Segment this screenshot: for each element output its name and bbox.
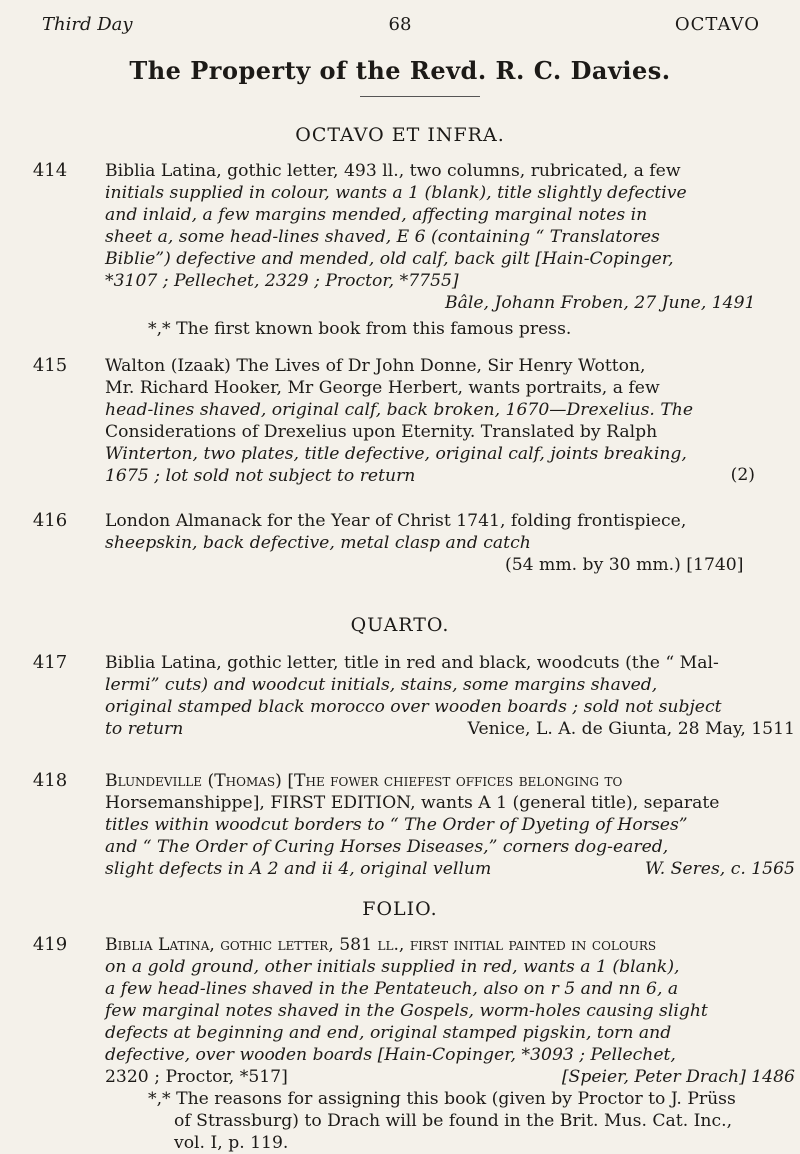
lot-line (105, 1066, 795, 1088)
lot-description (105, 770, 795, 880)
lot-number: 417 (32, 652, 68, 673)
lot-line: defects at beginning and end, original stamped pigskin, torn and (105, 1023, 672, 1043)
lot-line-text: slight defects in A 2 and ii 4, original vellum (105, 859, 492, 879)
divider-rule (360, 96, 480, 97)
owner-line: The Property of the Revd. R. C. Davies. (129, 56, 671, 85)
lot-line: Winterton, two plates, title defective, original calf, joints breaking, (105, 444, 687, 464)
lot-line: Walton (Izaak) The Lives of Dr John Donne, Sir Henry Wotton, (105, 356, 646, 376)
lot-imprint: [Speier, Peter Drach] 1486 (561, 1067, 795, 1087)
page-number: 68 (388, 14, 412, 35)
lot-line: sheepskin, back defective, metal clasp and catch (105, 533, 531, 553)
note-line: vol. I, p. 119. (174, 1133, 289, 1153)
lot-line-text: 2320 ; Proctor, *517] (105, 1067, 288, 1087)
note-line: of Strassburg) to Drach will be found in the Brit. Mus. Cat. Inc., (174, 1111, 733, 1131)
lot-imprint: W. Seres, c. 1565 (645, 859, 795, 879)
running-head-format: OCTAVO (674, 14, 760, 35)
section-heading-folio: FOLIO. (362, 898, 438, 920)
lot-description (105, 652, 795, 740)
lot-description (105, 510, 795, 576)
lot-note (148, 1088, 768, 1154)
lot-line: and inlaid, a few margins mended, affecting marginal notes in (105, 205, 648, 225)
lot-line: on a gold ground, other initials supplied in red, wants a 1 (blank), (105, 957, 680, 977)
lot-line: a few head-lines shaved in the Pentateuch, also on r 5 and nn 6, a (105, 979, 679, 999)
lot-number: 418 (32, 770, 68, 791)
lot-line: *3107 ; Pellechet, 2329 ; Proctor, *7755] (105, 271, 459, 291)
lot-line: initials supplied in colour, wants a 1 (blank), title slightly defective (105, 183, 687, 203)
lot-line: original stamped black morocco over wooden boards ; sold not subject (105, 697, 722, 717)
lot-dimensions: (54 mm. by 30 mm.) [1740] (505, 555, 744, 575)
lot-line: defective, over wooden boards [Hain-Copinger, *3093 ; Pellechet, (105, 1045, 676, 1065)
lot-note: *,* The first known book from this famous press. (148, 319, 572, 339)
lot-line: Blundeville (Thomas) [The fower chiefest offices belonging to (105, 771, 623, 791)
section-heading-octavo: OCTAVO ET INFRA. (295, 124, 505, 146)
lot-line: and “ The Order of Curing Horses Diseases,” corners dog-eared, (105, 837, 669, 857)
lot-number: 416 (32, 510, 68, 531)
lot-line: Biblia Latina, gothic letter, 581 ll., first initial painted in colours (105, 935, 657, 955)
lot-number: 419 (32, 934, 68, 955)
lot-description (105, 160, 795, 314)
section-heading-quarto: QUARTO. (350, 614, 450, 636)
note-line: *,* The reasons for assigning this book (given by Proctor to J. Prüss (148, 1089, 736, 1109)
lot-number: 414 (32, 160, 68, 181)
lot-number: 415 (32, 355, 68, 376)
lot-imprint: Venice, L. A. de Giunta, 28 May, 1511 (467, 719, 795, 739)
lot-line: London Almanack for the Year of Christ 1741, folding frontispiece, (105, 511, 687, 531)
lot-line: Biblia Latina, gothic letter, 493 ll., two columns, rubricated, a few (105, 161, 681, 181)
lot-line: sheet a, some head-lines shaved, E 6 (containing “ Translatores (105, 227, 660, 247)
lot-line (105, 718, 795, 740)
lot-line: Biblia Latina, gothic letter, title in red and black, woodcuts (the “ Mal- (105, 653, 719, 673)
lot-line: lermi” cuts) and woodcut initials, stains, some margins shaved, (105, 675, 658, 695)
running-head-day: Third Day (42, 14, 133, 35)
lot-line: 1675 ; lot sold not subject to return (105, 466, 416, 486)
lot-line: Horsemanshippe], FIRST EDITION, wants A 1 (general title), separate (105, 793, 720, 813)
lot-description (105, 355, 795, 487)
lot-line: few marginal notes shaved in the Gospels, worm-holes causing slight (105, 1001, 708, 1021)
lot-line (105, 858, 795, 880)
lot-imprint: Bâle, Johann Froben, 27 June, 1491 (445, 293, 756, 313)
lot-description (105, 934, 795, 1088)
lot-line: Considerations of Drexelius upon Eternity. Translated by Ralph (105, 422, 658, 442)
lot-line-text: to return (105, 719, 184, 739)
lot-line: titles within woodcut borders to “ The Order of Dyeting of Horses” (105, 815, 688, 835)
lot-line: head-lines shaved, original calf, back broken, 1670—Drexelius. The (105, 400, 694, 420)
lot-line: Biblie”) defective and mended, old calf, back gilt [Hain-Copinger, (105, 249, 674, 269)
lot-count: (2) (730, 465, 755, 485)
lot-line: Mr. Richard Hooker, Mr George Herbert, wants portraits, a few (105, 378, 660, 398)
